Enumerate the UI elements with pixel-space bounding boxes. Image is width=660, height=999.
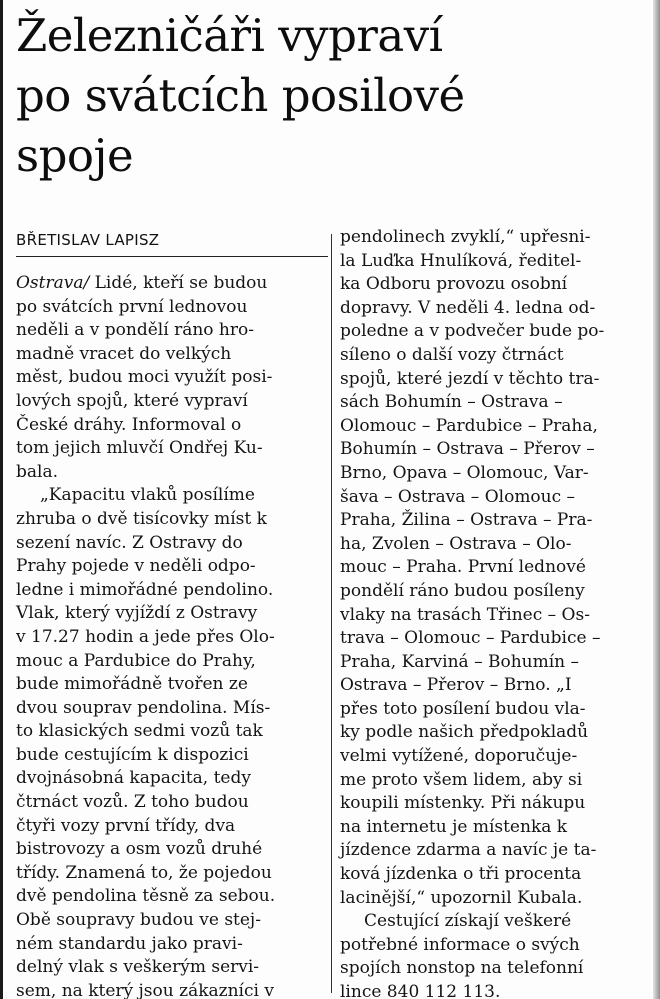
text-line: jízdence zdarma a navíc je ta-: [340, 840, 597, 861]
clipping-left-edge: [0, 0, 3, 999]
text-line: sem, na který jsou zákazníci v: [16, 980, 274, 999]
text-line: lacinější,“ upozornil Kubala.: [340, 887, 583, 908]
text-line: tom jejich mluvčí Ondřej Ku-: [16, 438, 263, 459]
text-line: šava – Ostrava – Olomouc –: [340, 486, 576, 507]
text-line: pendolinech zvyklí,“ upřesni-: [340, 227, 591, 247]
text-line: madně vracet do velkých: [16, 343, 232, 364]
text-line: ky podle našich předpokladů: [340, 722, 589, 743]
article-column-left: [16, 272, 328, 999]
text-line: neděli a v pondělí ráno hro-: [16, 320, 254, 341]
text-line: bude cestujícím k dispozici: [16, 744, 249, 765]
text-line: dvou souprav pendolina. Mís-: [16, 697, 271, 718]
text-line: síleno o další vozy čtrnáct: [340, 344, 564, 365]
text-line: mouc a Pardubice do Prahy,: [16, 650, 256, 671]
text-line: přes toto posílení budou vla-: [340, 698, 586, 719]
text-line: trava – Olomouc – Pardubice –: [340, 628, 601, 649]
text-line: ková jízdenka o tři procenta: [340, 864, 582, 885]
text-line: České dráhy. Informoval o: [16, 414, 242, 435]
text-line: delný vlak s veškerým servi-: [16, 957, 260, 978]
text-line: Olomouc – Pardubice – Praha,: [340, 415, 598, 436]
text-line: dvě pendolina těsně za sebou.: [16, 886, 276, 907]
text-line: Praha, Žilina – Ostrava – Pra-: [340, 510, 593, 531]
text-line: pondělí ráno budou posíleny: [340, 580, 585, 601]
text-line: koupili místenky. Při nákupu: [340, 793, 586, 814]
article-column-right: [340, 226, 644, 999]
text-line: ha, Zvolen – Ostrava – Olo-: [340, 533, 572, 554]
text-line: Prahy pojede v neděli odpo-: [16, 556, 256, 577]
text-line: po svátcích první lednovou: [16, 296, 248, 317]
text-line: Bohumín – Ostrava – Přerov –: [340, 439, 595, 460]
text-line: bude mimořádně tvořen ze: [16, 674, 248, 695]
text-line: to klasických sedmi vozů tak: [16, 721, 263, 742]
text-line: „Kapacitu vlaků posílíme: [40, 485, 255, 506]
text-line: me proto všem lidem, aby si: [340, 769, 583, 790]
text-line: ledne i mimořádné pendolino.: [16, 579, 274, 600]
headline-line: spoje: [16, 129, 134, 182]
column-divider: [331, 234, 332, 993]
text-line: sách Bohumín – Ostrava –: [340, 392, 563, 413]
text-line: vlaky na trasách Třinec – Os-: [340, 604, 590, 625]
byline-rule: [16, 256, 328, 257]
text-line: dopravy. V neděli 4. ledna od-: [340, 297, 596, 318]
text-line: Vlak, který vyjíždí z Ostravy: [16, 603, 258, 624]
clipping-right-edge: [653, 0, 660, 999]
text-line: la Luďka Hnulíková, ředitel-: [340, 250, 582, 271]
text-line: spojích nonstop na telefonní: [340, 958, 584, 979]
headline-line: po svátcích posilové: [16, 69, 465, 122]
text-line: třídy. Znamená to, že pojedou: [16, 862, 272, 883]
text-line: spojů, které jezdí v těchto tra-: [340, 368, 600, 389]
headline-line: Železničáři vypraví: [16, 9, 443, 62]
text-line: ka Odboru provozu osobní: [340, 274, 568, 295]
text-line: měst, budou moci využít posi-: [16, 367, 273, 388]
text-line: mouc – Praha. První lednové: [340, 557, 586, 578]
text-line: velmi vytížené, doporučuje-: [340, 746, 578, 767]
text-line: Praha, Karviná – Bohumín –: [340, 651, 580, 672]
text-line: [16, 272, 328, 296]
text-line: ném standardu jako pravi-: [16, 933, 243, 954]
text-line: lince 840 112 113.: [340, 982, 501, 999]
text-line: potřebné informace o svých: [340, 934, 580, 955]
text-line: lových spojů, které vypraví: [16, 390, 248, 411]
text-line: na internetu je místenka k: [340, 816, 568, 837]
text-line: poledne a v podvečer bude po-: [340, 321, 605, 342]
text-line: bistrovozy a osm vozů druhé: [16, 839, 263, 860]
text-line: v 17.27 hodin a jede přes Olo-: [16, 626, 275, 647]
dateline: Ostrava/: [16, 273, 90, 293]
text-line: dvojnásobná kapacita, tedy: [16, 768, 251, 789]
text-line: Ostrava – Přerov – Brno. „I: [340, 675, 572, 696]
headline: [16, 6, 636, 186]
text-line: Cestující získají veškeré: [364, 911, 572, 932]
text-line: bala.: [16, 461, 58, 482]
byline: BŘETISLAV LAPISZ: [16, 231, 160, 249]
text-line-rest: Lidé, kteří se budou: [89, 273, 268, 293]
text-line: Obě soupravy budou ve stej-: [16, 910, 261, 931]
text-line: čtyři vozy první třídy, dva: [16, 815, 236, 836]
text-line: Brno, Opava – Olomouc, Var-: [340, 462, 589, 483]
text-line: sezení navíc. Z Ostravy do: [16, 532, 243, 553]
text-line: čtrnáct vozů. Z toho budou: [16, 792, 249, 813]
text-line: zhruba o dvě tisícovky míst k: [16, 508, 267, 529]
